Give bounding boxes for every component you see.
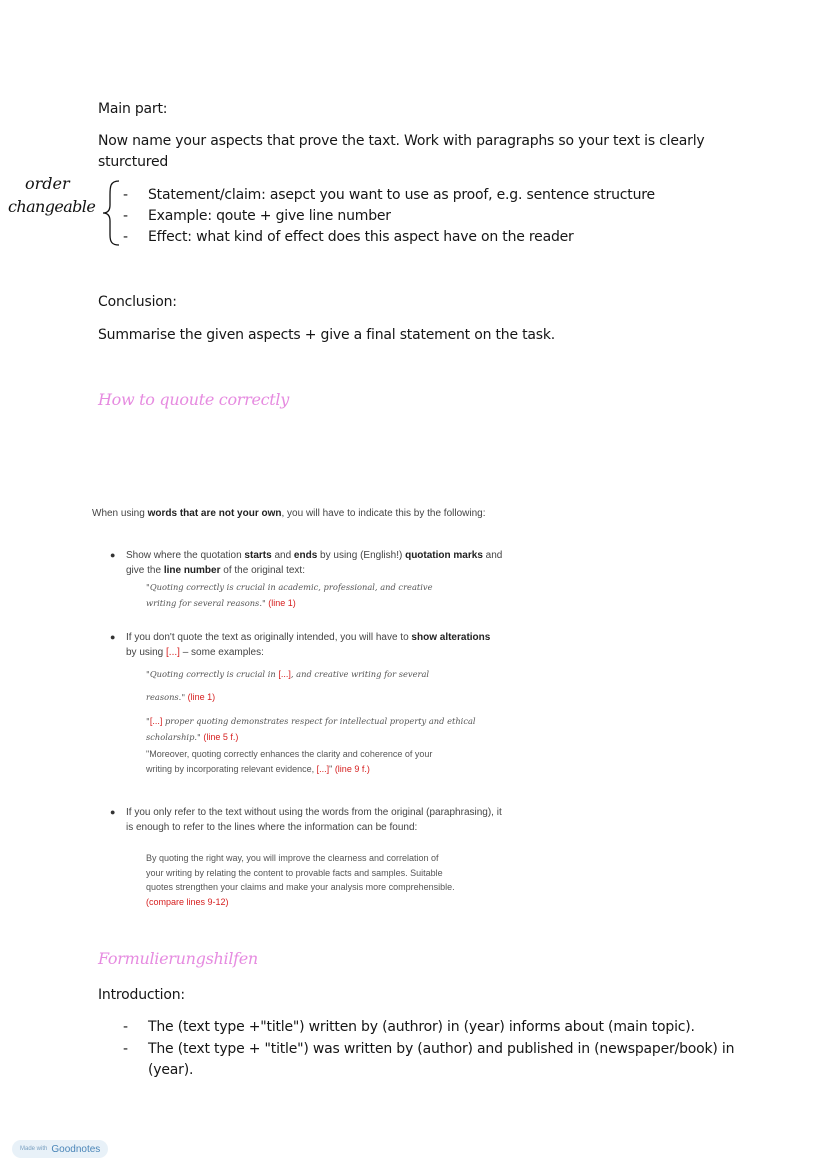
list-item: - Example: qoute + give line number <box>123 208 391 224</box>
quote-bullet-3 <box>92 805 542 835</box>
list-item: - Statement/claim: asepct you want to use as proof, e.g. sentence structure <box>123 187 655 203</box>
main-part-intro-line1: Now name your aspects that prove the taxt. Work with paragraphs so your text is clearly <box>98 133 705 149</box>
example-2-line2: scholarship." (line 5 f.) <box>146 732 239 742</box>
bullet-icon: ● <box>110 550 116 560</box>
bullet2-line2: by using [...] – some examples: <box>126 647 264 658</box>
conclusion-heading: Conclusion: <box>98 294 177 310</box>
annotation-order: order <box>25 174 70 193</box>
main-part-intro <box>98 131 738 173</box>
list-item: - The (text type + "title") was written by (author) and published in (newspaper/book) in (year). <box>123 1041 735 1078</box>
bullet3-line1: If you only refer to the text without using the words from the original (paraphrasing), it <box>126 807 502 818</box>
example-1-line1: "Quoting correctly is crucial in [...], and creative writing for several <box>146 669 430 679</box>
list-item: - Effect: what kind of effect does this aspect have on the reader <box>123 229 574 245</box>
example-1-line2: reasons." (line 1) <box>146 692 216 702</box>
bullet1-line2: give the line number of the original text: <box>126 565 305 576</box>
example-3-line1: "Moreover, quoting correctly enhances the clarity and coherence of your <box>146 749 433 759</box>
introduction-heading: Introduction: <box>98 987 185 1003</box>
bullet3-line2: is enough to refer to the lines where the information can be found: <box>126 822 418 833</box>
quote-section-heading: How to quoute correctly <box>98 390 289 409</box>
quote-intro: When using words that are not your own, you will have to indicate this by the following: <box>92 508 486 519</box>
goodnotes-badge[interactable]: Made with Goodnotes <box>12 1140 108 1158</box>
example-2-line1: "[...] proper quoting demonstrates respect for intellectual property and ethical <box>146 716 476 726</box>
bullet-icon: ● <box>110 632 116 642</box>
bullet1-quote-line1: "Quoting correctly is crucial in academic, professional, and creative <box>146 582 433 592</box>
phrasing-heading: Formulierungshilfen <box>98 949 258 968</box>
main-part-heading: Main part: <box>98 101 168 117</box>
quote-bullet-1 <box>92 548 532 578</box>
main-part-intro-line2: sturctured <box>98 154 169 170</box>
bullet-icon: ● <box>110 807 116 817</box>
conclusion-text: Summarise the given aspects + give a final statement on the task. <box>98 327 556 343</box>
bullet2-line1: If you don't quote the text as originally intended, you will have to show alterations <box>126 632 491 643</box>
phrasing-list <box>98 1017 738 1083</box>
list-item: - The (text type +"title") written by (authror) in (year) informs about (main topic). <box>123 1019 695 1035</box>
bullet1-quote-line2: writing for several reasons." (line 1) <box>146 598 296 608</box>
bullet1-line1: Show where the quotation starts and ends by using (English!) quotation marks and <box>126 550 503 561</box>
annotation-changeable: changeable <box>8 197 96 216</box>
paraphrase-example: By quoting the right way, you will improve the clearness and correlation of your writing by relating the content to provable facts and samples. Suitable quotes strengthen your claims and make your analysis more comprehensible. (compare lines 9-12) <box>146 853 455 907</box>
example-3-line2: writing by incorporating relevant evidence, [...]" (line 9 f.) <box>146 764 370 774</box>
main-part-list <box>98 185 718 251</box>
quote-bullet-2 <box>92 630 532 660</box>
